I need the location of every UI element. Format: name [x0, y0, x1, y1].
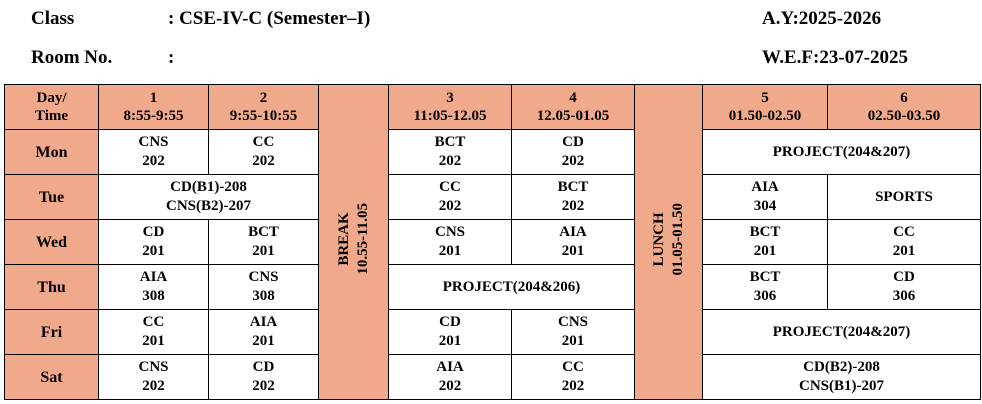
header-row — [5, 85, 981, 130]
room: 308 — [142, 288, 165, 304]
room: 201 — [142, 333, 165, 349]
room: 201 — [892, 243, 916, 259]
row-thu — [5, 265, 981, 310]
lab-batch: CNS(B2)-207 — [166, 198, 251, 214]
class-cell — [209, 130, 319, 175]
room: 201 — [438, 243, 462, 259]
period-time: 02.50-03.50 — [867, 108, 941, 124]
subject: CD — [252, 359, 275, 375]
period-number: 1 — [149, 90, 158, 106]
timetable — [4, 84, 981, 400]
lab-cell — [703, 355, 981, 400]
room: 202 — [252, 378, 275, 394]
class-cell — [512, 310, 635, 355]
day-cell: Thu — [5, 265, 99, 310]
room: 308 — [252, 288, 275, 304]
subject: CD — [439, 314, 461, 330]
room: 201 — [561, 243, 585, 259]
break-column — [319, 85, 389, 400]
break-title: BREAK — [335, 212, 352, 266]
subject: CD — [893, 269, 915, 285]
subject: AIA — [249, 314, 278, 330]
class-cell — [512, 175, 635, 220]
room: 202 — [561, 153, 585, 169]
room: 202 — [438, 198, 462, 214]
room: 201 — [252, 243, 275, 259]
subject: AIA — [751, 179, 779, 195]
class-cell — [389, 310, 512, 355]
room-label: Room No. — [31, 47, 113, 68]
period-time: 8:55-9:55 — [123, 108, 184, 124]
day-cell: Wed — [5, 220, 99, 265]
corner-cell — [5, 85, 99, 130]
row-sat — [5, 355, 981, 400]
lunch-title: LUNCH — [650, 211, 667, 267]
period-header-2 — [209, 85, 319, 130]
lab-cell — [99, 175, 319, 220]
room: 201 — [561, 333, 585, 349]
subject: CC — [252, 134, 275, 150]
room: 202 — [561, 378, 585, 394]
class-cell — [512, 220, 635, 265]
class-cell — [828, 220, 981, 265]
class-cell — [99, 130, 209, 175]
period-header-4 — [512, 85, 635, 130]
subject: CNS — [248, 269, 279, 285]
break-label — [335, 203, 373, 275]
subject: CNS — [138, 134, 169, 150]
class-cell — [512, 355, 635, 400]
subject: CD — [142, 224, 165, 240]
room: 202 — [438, 153, 462, 169]
room: 304 — [753, 198, 777, 214]
lab-batch: CD(B2)-208 — [803, 359, 880, 375]
room: 202 — [142, 153, 165, 169]
room: 306 — [753, 288, 777, 304]
lunch-label — [650, 203, 688, 276]
class-cell — [99, 310, 209, 355]
subject: BCT — [248, 224, 279, 240]
period-number: 2 — [259, 90, 268, 106]
class-cell — [389, 355, 512, 400]
day-cell: Sat — [5, 355, 99, 400]
period-header-1 — [99, 85, 209, 130]
subject: AIA — [139, 269, 168, 285]
room: 201 — [142, 243, 165, 259]
subject: CC — [439, 179, 461, 195]
class-cell — [828, 265, 981, 310]
class-cell — [99, 220, 209, 265]
period-number: 4 — [569, 90, 577, 106]
day-cell: Tue — [5, 175, 99, 220]
corner-line: Time — [34, 108, 69, 124]
sports-cell: SPORTS — [828, 175, 981, 220]
day-cell: Fri — [5, 310, 99, 355]
class-cell — [703, 175, 828, 220]
period-header-3 — [389, 85, 512, 130]
subject: BCT — [434, 134, 466, 150]
period-time: 9:55-10:55 — [229, 108, 298, 124]
row-fri — [5, 310, 981, 355]
room: 201 — [438, 333, 462, 349]
row-mon — [5, 130, 981, 175]
class-cell — [209, 265, 319, 310]
subject: BCT — [749, 269, 781, 285]
period-number: 6 — [900, 90, 908, 106]
period-time: 12.05-01.05 — [536, 108, 610, 124]
period-header-6 — [828, 85, 981, 130]
project-cell: PROJECT(204&207) — [703, 130, 981, 175]
day-cell: Mon — [5, 130, 99, 175]
class-cell — [209, 310, 319, 355]
class-cell — [389, 220, 512, 265]
project-cell: PROJECT(204&207) — [703, 310, 981, 355]
lab-batch: CD(B1)-208 — [170, 179, 247, 195]
subject: BCT — [749, 224, 781, 240]
break-time: 10.55-11.05 — [354, 203, 371, 275]
subject: CNS — [138, 359, 169, 375]
room: 202 — [438, 378, 462, 394]
class-value: : CSE-IV-C (Semester–I) — [168, 8, 371, 29]
wef-date: W.E.F:23-07-2025 — [762, 47, 909, 68]
period-header-5 — [703, 85, 828, 130]
period-number: 3 — [446, 90, 454, 106]
lunch-time: 01.05-01.50 — [669, 202, 686, 276]
class-cell — [209, 355, 319, 400]
subject: CC — [562, 359, 584, 375]
corner-line: Day/ — [36, 90, 67, 106]
row-tue — [5, 175, 981, 220]
class-cell — [512, 130, 635, 175]
class-label: Class — [31, 8, 75, 29]
subject: CNS — [434, 224, 465, 240]
project-cell: PROJECT(204&206) — [389, 265, 635, 310]
subject: AIA — [436, 359, 464, 375]
period-time: 11:05-12.05 — [413, 108, 487, 124]
room: 202 — [142, 378, 165, 394]
subject: CC — [893, 224, 915, 240]
subject: CNS — [557, 314, 588, 330]
class-cell — [703, 265, 828, 310]
class-cell — [389, 130, 512, 175]
academic-year: A.Y:2025-2026 — [762, 8, 882, 29]
class-cell — [703, 220, 828, 265]
room: 202 — [252, 153, 275, 169]
subject: CD — [562, 134, 584, 150]
lab-batch: CNS(B1)-207 — [799, 378, 884, 394]
class-cell — [99, 355, 209, 400]
room: 306 — [892, 288, 916, 304]
room: 201 — [252, 333, 275, 349]
class-cell — [99, 265, 209, 310]
period-time: 01.50-02.50 — [728, 108, 802, 124]
room-value: : — [168, 47, 175, 68]
subject: AIA — [559, 224, 587, 240]
row-wed — [5, 220, 981, 265]
class-cell — [209, 220, 319, 265]
room: 202 — [561, 198, 585, 214]
subject: BCT — [557, 179, 589, 195]
room: 201 — [753, 243, 777, 259]
class-cell — [389, 175, 512, 220]
lunch-column — [635, 85, 703, 400]
subject: CC — [142, 314, 165, 330]
period-number: 5 — [761, 90, 769, 106]
